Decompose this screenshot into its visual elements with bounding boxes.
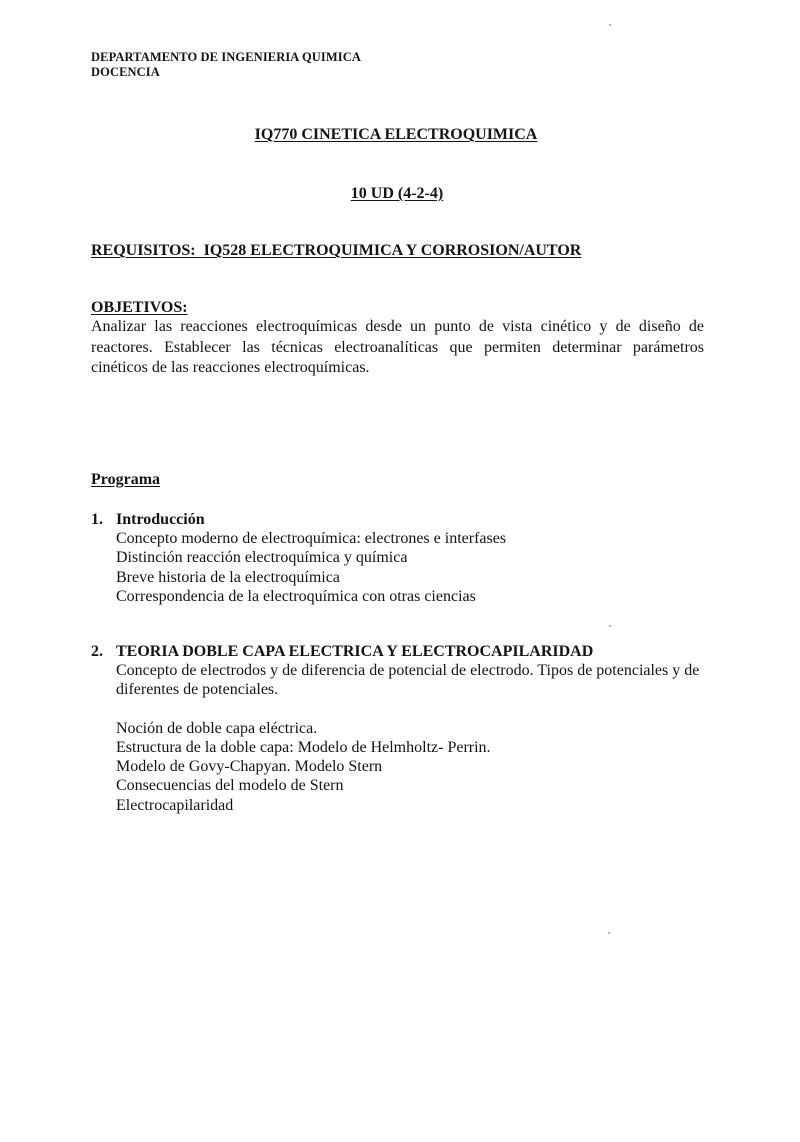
section-intro: Concepto de electrodos y de diferencia de potencial de electrodo. Tipos de potenciales y de diferentes de potenciales. <box>116 662 700 699</box>
topic-item: Correspondencia de la electroquímica con otras ciencias <box>116 587 476 605</box>
section-number: 1. <box>91 511 103 528</box>
section-number: 2. <box>91 643 103 660</box>
section-title-text: Introducción <box>116 511 205 528</box>
department-unit: DOCENCIA <box>91 65 160 79</box>
section-topic-list <box>116 529 711 606</box>
scan-speck <box>609 625 611 627</box>
topic-item: Noción de doble capa eléctrica. <box>116 719 318 737</box>
programa-heading: Programa <box>91 471 161 488</box>
topic-item: Distinción reacción electroquímica y química <box>116 549 408 567</box>
scan-speck <box>608 932 610 934</box>
section-topic-list <box>116 661 711 815</box>
topic-item: Breve historia de la electroquímica <box>116 568 340 586</box>
objetivos-heading: OBJETIVOS: <box>91 299 188 316</box>
objetivos-text: Analizar las reacciones electroquímicas desde un punto de vista cinético y de diseño de reactores. Establecer las técnicas electroanalíticas que permiten determinar parámetros cinéticos de las reacciones electroquímicas. <box>91 318 704 376</box>
scan-speck <box>609 24 611 26</box>
course-units: 10 UD (4-2-4) <box>350 185 444 202</box>
topic-item: Consecuencias del modelo de Stern <box>116 777 344 795</box>
department-name: DEPARTAMENTO DE INGENIERIA QUIMICA <box>91 50 362 64</box>
topic-item: Estructura de la doble capa: Modelo de Helmholtz- Perrin. <box>116 738 491 756</box>
section-title <box>91 642 711 661</box>
topic-item: Electrocapilaridad <box>116 796 234 814</box>
program-section-2 <box>91 642 711 815</box>
topic-item: Modelo de Govy-Chapyan. Modelo Stern <box>116 758 383 776</box>
section-title <box>91 510 711 529</box>
document-header <box>91 50 361 80</box>
requisitos-line: REQUISITOS: IQ528 ELECTROQUIMICA Y CORROSION/AUTOR <box>91 242 582 259</box>
course-title: IQ770 CINETICA ELECTROQUIMICA <box>254 126 538 143</box>
section-spacer <box>116 700 711 719</box>
section-title-text: TEORIA DOBLE CAPA ELECTRICA Y ELECTROCAPILARIDAD <box>116 643 594 660</box>
topic-item: Concepto moderno de electroquímica: electrones e interfases <box>116 530 507 547</box>
program-section-1 <box>91 510 711 606</box>
